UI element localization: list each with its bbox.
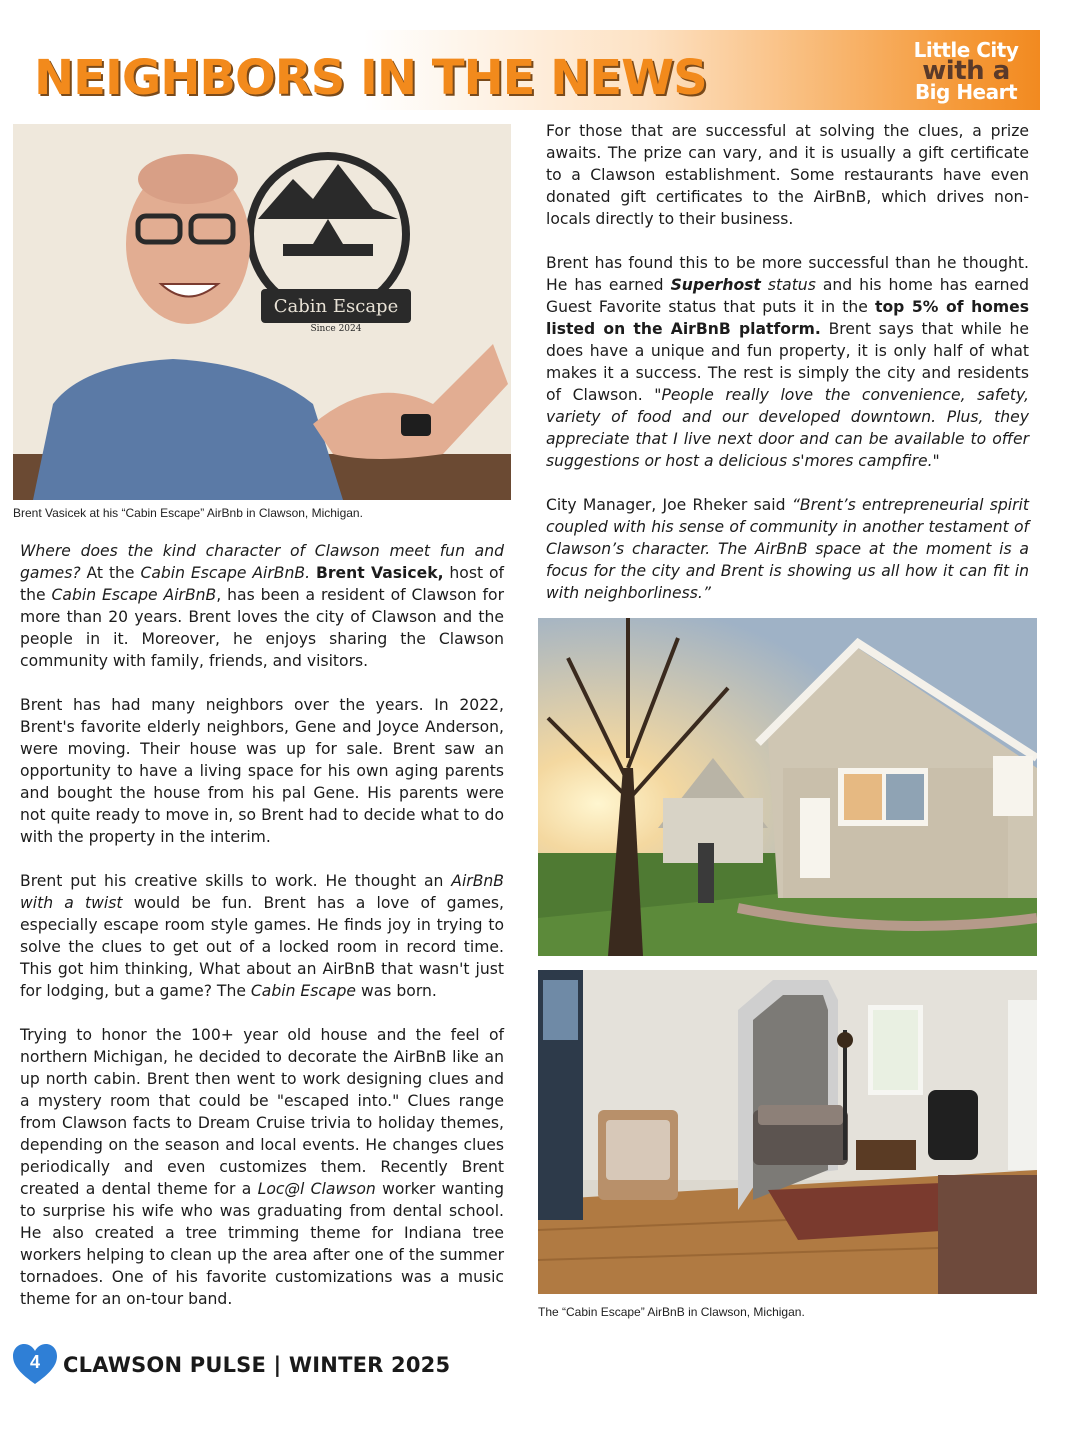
paragraph: Brent put his creative skills to work. He thought an AirBnB with a twist would be fun. Brent has a love of games, especially escape room style games. He finds joy in trying to solve the clues to get out of a locked room in record time. This got him thinking, What about an AirBnB that wasn't just for lodging, but a game? The Cabin Escape was born. bbox=[20, 872, 504, 1000]
logo-line-1: Little City bbox=[913, 38, 1019, 62]
left-column bbox=[20, 540, 504, 1332]
paragraph: Where does the kind character of Clawson meet fun and games? At the Cabin Escape AirBnB. Brent Vasicek, host of the Cabin Escape AirBnB, has been a resident of Clawson for more than 20 years. Brent loves the city of Clawson and the people in it. Moreover, he enjoys sharing the Clawson community with family, friends, and visitors. bbox=[20, 542, 505, 670]
heart-icon bbox=[13, 1344, 57, 1386]
sign-text: Cabin Escape bbox=[273, 296, 399, 317]
interior-caption: The “Cabin Escape” AirBnB in Clawson, Michigan. bbox=[538, 1305, 805, 1319]
paragraph: For those that are successful at solving the clues, a prize awaits. The prize can vary, and it is usually a gift certificate to a Clawson establishment. Some restaurants have even donated gift certificates to the AirBnB, which drives non-locals directly to their business. bbox=[546, 122, 1029, 228]
page-number: 4 bbox=[29, 1352, 40, 1372]
page-title: NEIGHBORS IN THE NEWS bbox=[34, 50, 707, 106]
city-logo bbox=[893, 32, 1039, 108]
page-footer bbox=[13, 1344, 450, 1386]
sign-subtext: Since 2024 bbox=[310, 324, 362, 334]
paragraph: Brent has had many neighbors over the years. In 2022, Brent's favorite elderly neighbors, Gene and Joyce Anderson, were moving. Their house was up for sale. Brent saw an opportunity to have a living space for his own aging parents and bought the house from his pal Gene. His parents were not quite ready to move in, so Brent had to decide what to do with the property in the interim. bbox=[20, 696, 504, 846]
portrait-caption: Brent Vasicek at his “Cabin Escape” AirBnb in Clawson, Michigan. bbox=[13, 506, 363, 520]
paragraph: City Manager, Joe Rheker said “Brent’s entrepreneurial spirit coupled with his sense of community in another testament of Clawson’s character. The AirBnB space at the moment is a focus for the city and Brent is showing us all how it can fit in with neighborliness.” bbox=[546, 496, 1029, 602]
house-exterior-photo bbox=[538, 618, 1037, 956]
publication-name: CLAWSON PULSE | WINTER 2025 bbox=[63, 1353, 451, 1377]
paragraph: Brent has found this to be more successful than he thought. He has earned Superhost status and his home has earned Guest Favorite status that puts it in the top 5% of homes listed on the AirBnB platform. Brent says that while he does have a unique and fun property, it is only half of what makes it a success. The rest is simply the city and residents of Clawson. "People really love the convenience, safety, variety of food and our developed downtown. Plus, they appreciate that I live next door and can be available to offer suggestions or host a delicious s'mores campfire." bbox=[546, 254, 1030, 470]
logo-line-3: Big Heart bbox=[914, 80, 1018, 104]
right-column bbox=[546, 120, 1029, 626]
paragraph: Trying to honor the 100+ year old house and the feel of northern Michigan, he decided to decorate the AirBnB like an up north cabin. Brent then went to work designing clues and a mystery room that could be "escaped into." Clues range from Clawson facts to Dream Cruise trivia to holiday themes, depending on the season and local events. He changes clues periodically and even customizes them. Recently Brent created a dental theme for a Loc@l Clawson worker wanting to surprise his wife who was graduating from dental school. He also created a tree trimming theme for Indiana tree workers helping to clean up the area after one of the summer tornadoes. One of his favorite customizations was a music theme for an on-tour band. bbox=[20, 1026, 504, 1308]
house-interior-photo bbox=[538, 970, 1037, 1294]
brent-portrait-photo bbox=[13, 124, 511, 500]
logo-line-2: with a bbox=[922, 56, 1010, 86]
